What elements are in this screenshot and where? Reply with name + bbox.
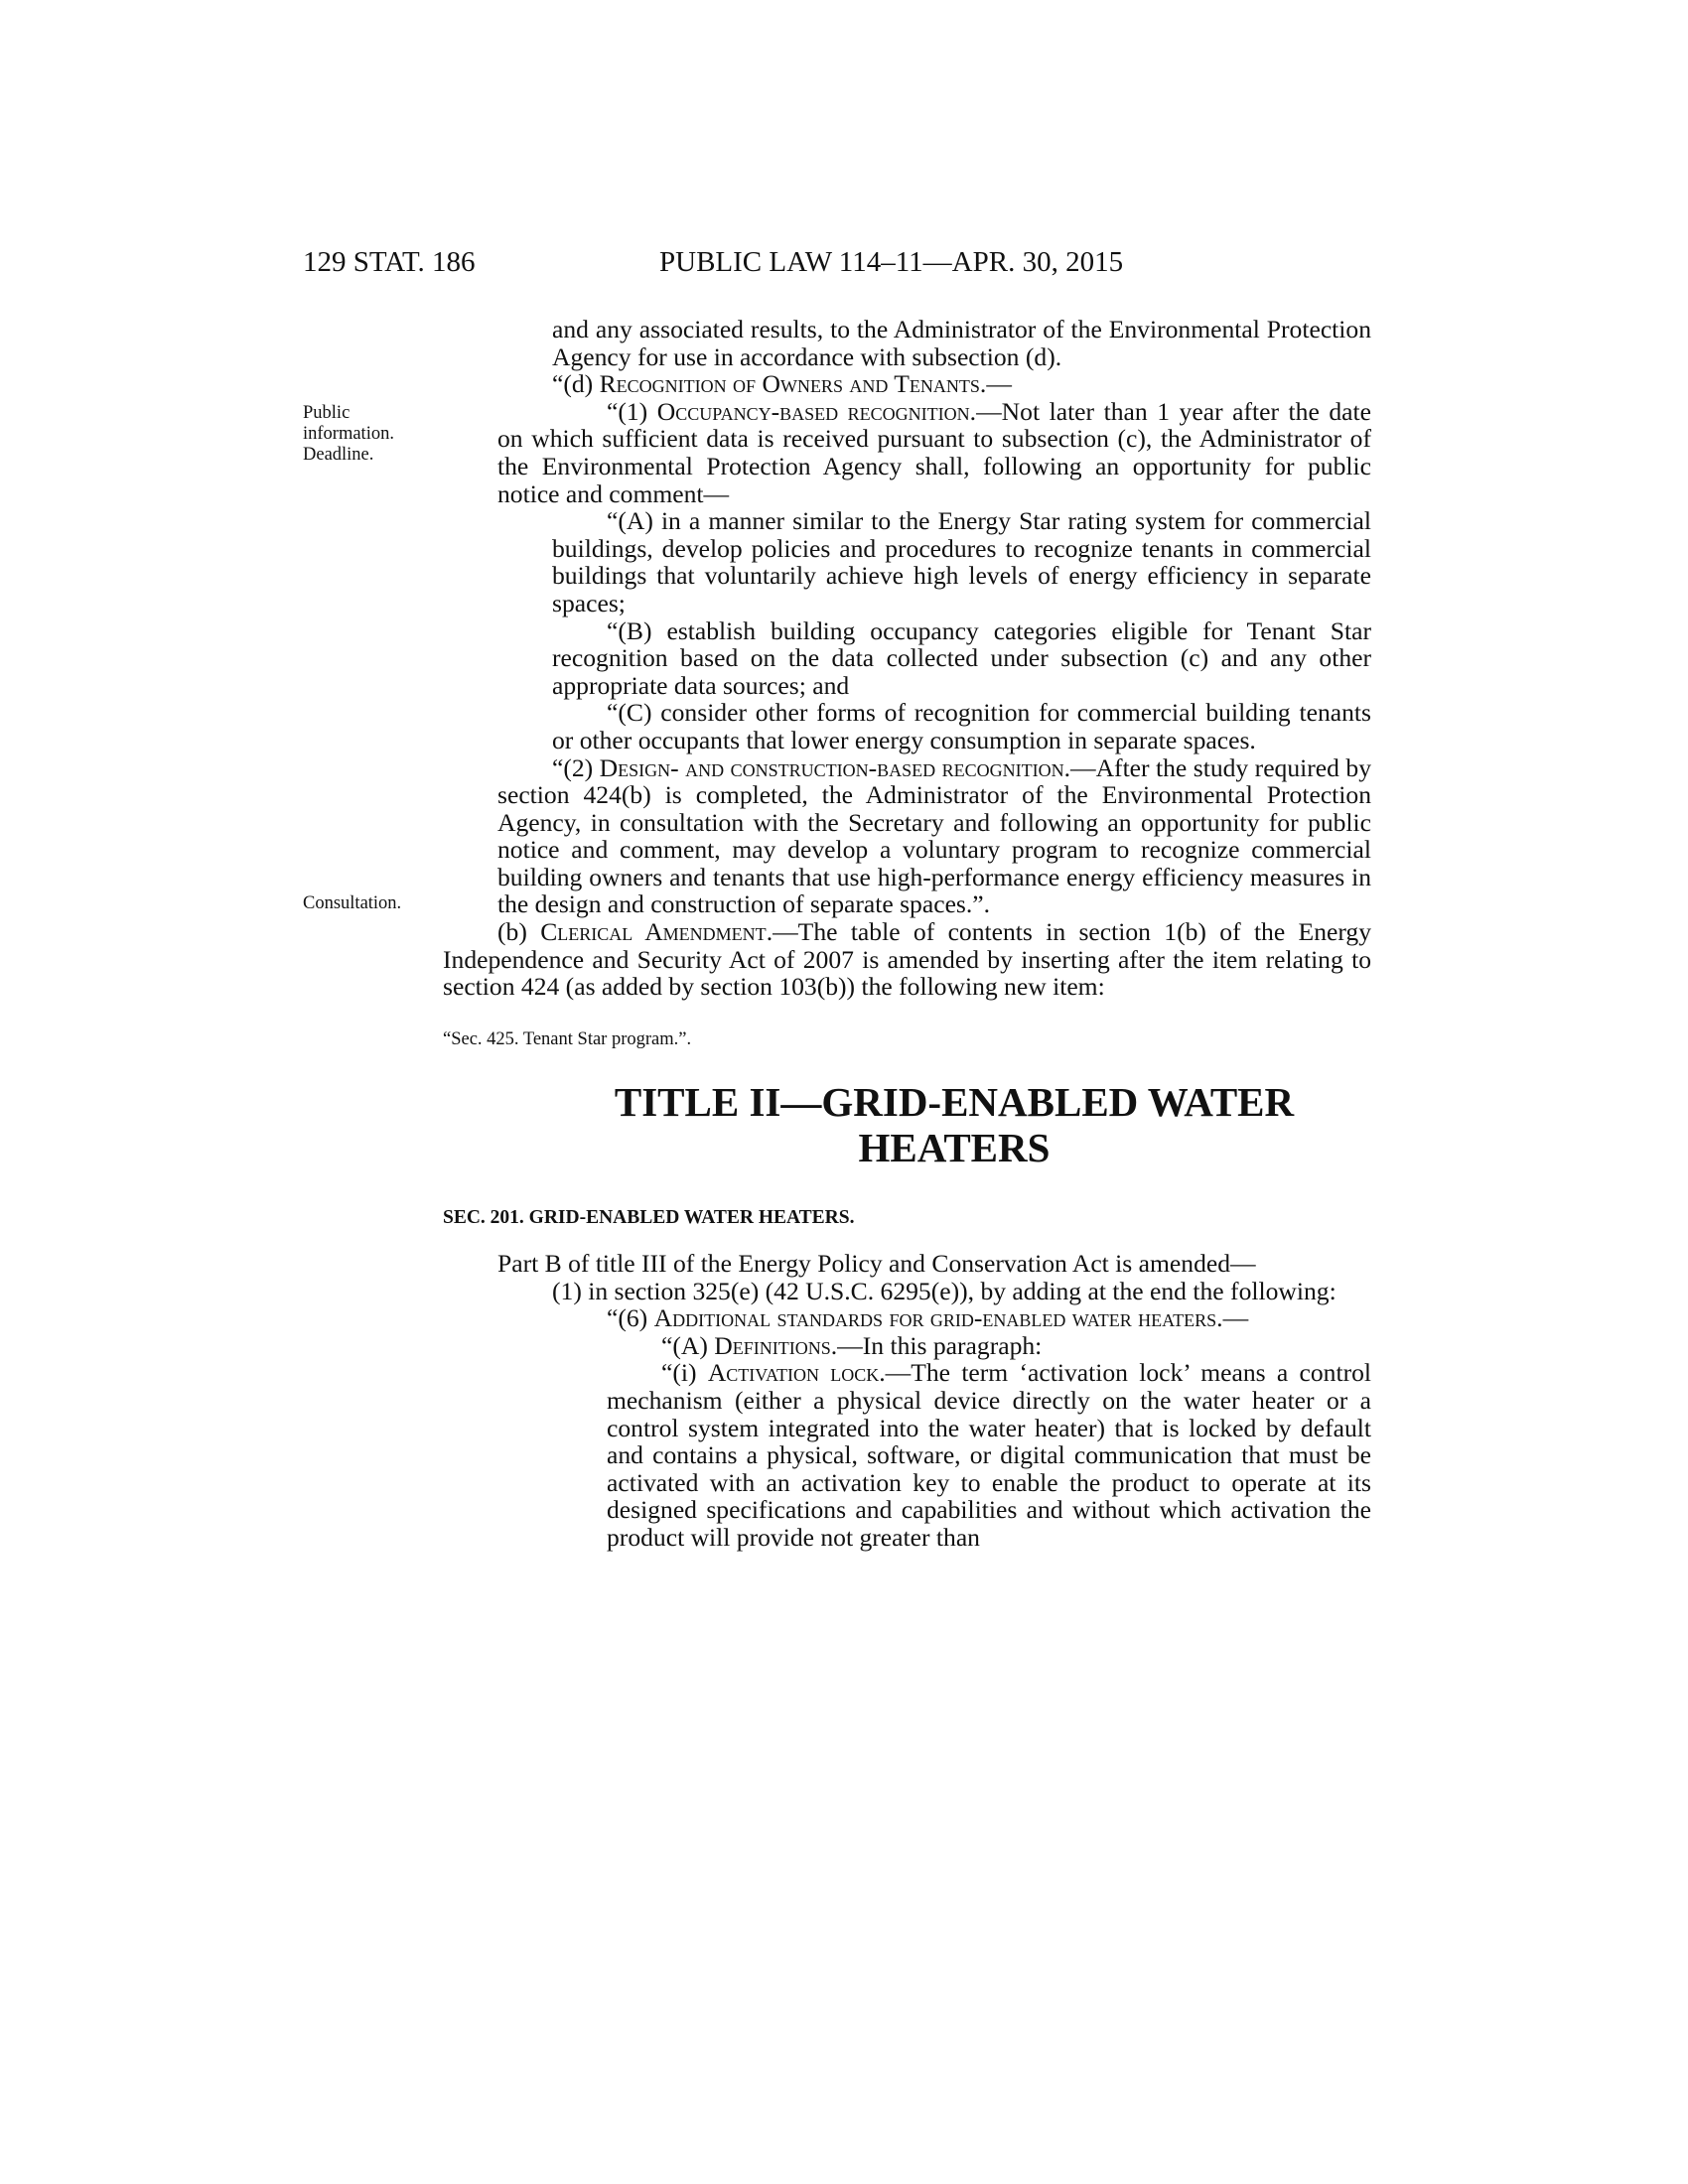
section-intro: Part B of title III of the Energy Policy and Conservation Act is amended—: [497, 1249, 1256, 1279]
paragraph-1-prefix: “(1): [607, 396, 657, 426]
clerical-text: .—The table of contents in section 1(b) of the Energy Independence and Security Act of 2007 is amended by inserting after the item relating to section 424 (as added by section 103(b)) the following new item:: [443, 917, 1372, 1002]
continuation-paragraph: and any associated results, to the Administrator of the Environmental Protection Agency for use in accordance with subsection (d).: [552, 315, 1371, 371]
paragraph-6: [497, 1304, 1371, 1332]
subparagraph-c: “(C) consider other forms of recognition for commercial building tenants or other occupants that lower energy consumption in separate spaces.: [552, 698, 1371, 754]
amendment-item-1: (1) in section 325(e) (42 U.S.C. 6295(e)), by adding at the end the following:: [552, 1276, 1336, 1305]
paragraph-2-heading: Design- and construction-based recognition: [599, 752, 1064, 782]
title-line-2: HEATERS: [858, 1125, 1051, 1171]
paragraph-2-text: .—After the study required by section 424(b) is completed, the Administrator of the Environmental Protection Agency, in consultation with the Secretary and following an opportunity for public notice and comment, may develop a voluntary program to recognize commercial building owners and tenants that use high-performance energy efficiency measures in the design and construction of separate spaces.”.: [497, 752, 1371, 919]
definition-i-heading: Activation lock: [707, 1358, 880, 1388]
title-heading: [497, 1079, 1371, 1170]
margin-note-line: Public: [303, 403, 351, 423]
stat-page-number: 129 STAT. 186: [303, 246, 476, 278]
paragraph-6-prefix: “(6): [607, 1303, 654, 1333]
public-law-date: PUBLIC LAW 114–11—APR. 30, 2015: [659, 246, 1124, 278]
paragraph-1-heading: Occupancy-based recognition: [656, 396, 970, 426]
clerical-prefix: (b): [497, 917, 541, 947]
paragraph-2-prefix: “(2): [552, 752, 600, 782]
subsection-d-title: Recognition of Owners and Tenants: [599, 369, 980, 399]
toc-item: “Sec. 425. Tenant Star program.”.: [443, 1028, 692, 1049]
margin-note-line: Deadline.: [303, 445, 374, 465]
definitions-prefix: “(A): [661, 1330, 715, 1360]
paragraph-6-heading: Additional standards for grid-enabled water heaters: [653, 1303, 1217, 1333]
paragraph-6-dash: .—: [1216, 1303, 1249, 1333]
definition-i-text: .—The term ‘activation lock’ means a control mechanism (either a physical device directly on the water heater or a control system integrated into the water heater) that is locked by default and contains a physical, software, or digital communication that must be activated with an activation key to enable the product to operate at its designed specifications and capabilities and without which activation the product will provide not greater than: [607, 1358, 1372, 1552]
subsection-d-prefix: “(d): [552, 369, 600, 399]
paragraph-2: [497, 754, 1371, 919]
definition-i-prefix: “(i): [661, 1358, 708, 1388]
margin-note-public-information: [303, 403, 462, 466]
paragraph-1: [497, 398, 1371, 507]
definitions-text: .—In this paragraph:: [830, 1330, 1043, 1360]
subparagraph-b: “(B) establish building occupancy categories eligible for Tenant Star recognition based on the data collected under subsection (c) and any other appropriate data sources; and: [552, 615, 1371, 700]
main-text-column: [443, 315, 1372, 1552]
margin-note-consultation: [303, 893, 462, 914]
margin-note-line: information.: [303, 424, 394, 444]
subsection-d-heading: [497, 370, 1371, 398]
clerical-heading: Clerical Amendment: [540, 917, 767, 947]
definitions-title: Definitions: [714, 1330, 831, 1360]
clerical-amendment: [443, 918, 1371, 1001]
section-201-heading: SEC. 201. GRID-ENABLED WATER HEATERS.: [443, 1207, 855, 1229]
title-line-1: TITLE II—GRID-ENABLED WATER: [614, 1079, 1295, 1126]
paragraph-1-text: .—Not later than 1 year after the date on which sufficient data is received pursuant to subsection (c), the Administrator of the Environmental Protection Agency shall, following an opportunity for public notice and comment—: [497, 396, 1371, 508]
page-header: [0, 246, 1688, 286]
definitions-heading: [497, 1332, 1371, 1360]
subsection-d-dash: .—: [979, 369, 1012, 399]
margin-note-line: Consultation.: [303, 893, 402, 913]
subparagraph-a: “(A) in a manner similar to the Energy Star rating system for commercial buildings, develop policies and procedures to recognize tenants in commercial buildings that voluntarily achieve high levels of energy efficiency in separate spaces;: [552, 506, 1371, 617]
definition-activation-lock: [497, 1359, 1371, 1551]
